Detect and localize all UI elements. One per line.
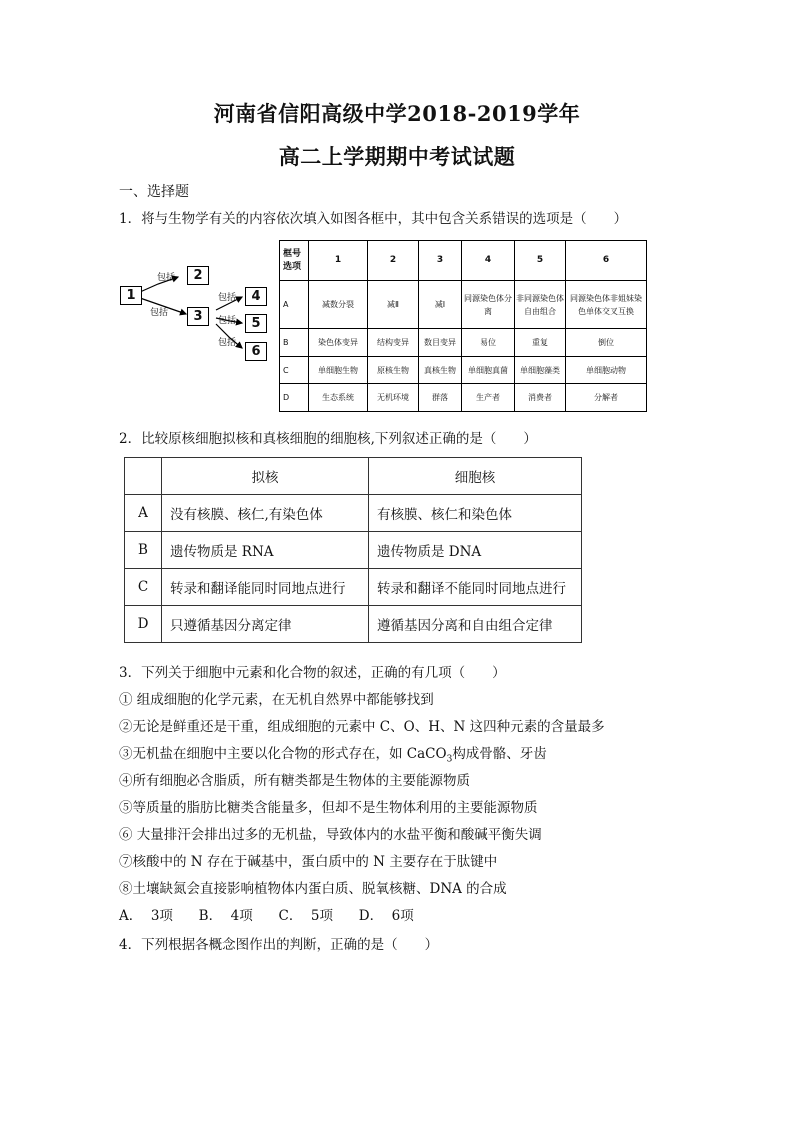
table-row bbox=[125, 569, 582, 606]
row-key: A bbox=[125, 495, 162, 532]
table-row bbox=[280, 357, 647, 384]
table-cell: 真核生物 bbox=[419, 357, 462, 384]
diagram-label: 包括 bbox=[218, 316, 237, 326]
section-heading: 一、选择题 bbox=[119, 184, 189, 200]
header-cell: 2 bbox=[368, 241, 419, 281]
page-title: 河南省信阳高级中学2018-2019学年 bbox=[213, 101, 581, 126]
diagram-box-2: 2 bbox=[187, 266, 209, 285]
table-cell: 减Ⅱ bbox=[368, 281, 419, 329]
table-cell: 单细胞生物 bbox=[309, 357, 368, 384]
table-row bbox=[280, 384, 647, 412]
diagram-label: 包括 bbox=[157, 273, 176, 283]
table-cell: 单细胞藻类 bbox=[515, 357, 566, 384]
question-1-stem: 1．将与生物学有关的内容依次填入如图各框中，其中包含关系错误的选项是（ ） bbox=[119, 211, 628, 227]
header-label-box: 框号 bbox=[283, 248, 302, 259]
table-cell: 无机环境 bbox=[368, 384, 419, 412]
table-cell: 转录和翻译不能同时同地点进行 bbox=[369, 569, 582, 606]
table-cell: 同源染色体分离 bbox=[462, 281, 515, 329]
diagram-label: 包括 bbox=[150, 308, 169, 318]
row-key: C bbox=[280, 357, 309, 384]
table-cell: 遗传物质是 DNA bbox=[369, 532, 582, 569]
header-cell bbox=[280, 241, 309, 281]
question-3-stem: 3．下列关于细胞中元素和化合物的叙述，正确的有几项（ ） bbox=[119, 665, 506, 681]
table-cell: 消费者 bbox=[515, 384, 566, 412]
row-key: C bbox=[125, 569, 162, 606]
header-cell: 6 bbox=[566, 241, 647, 281]
question-3-options: A． 3项 B． 4项 C． 5项 D． 6项 bbox=[119, 908, 414, 924]
header-cell: 5 bbox=[515, 241, 566, 281]
table-cell: 非同源染色体自由组合 bbox=[515, 281, 566, 329]
table-header-row bbox=[125, 458, 582, 495]
row-key: D bbox=[125, 606, 162, 643]
table-cell: 单细胞动物 bbox=[566, 357, 647, 384]
table-row bbox=[125, 532, 582, 569]
table-cell: 同源染色体非姐妹染色单体交叉互换 bbox=[566, 281, 647, 329]
diagram-label: 包括 bbox=[218, 293, 237, 303]
row-key: D bbox=[280, 384, 309, 412]
diagram-box-1: 1 bbox=[120, 286, 142, 305]
header-cell: 3 bbox=[419, 241, 462, 281]
table-cell: 生产者 bbox=[462, 384, 515, 412]
table-cell: 只遵循基因分离定律 bbox=[162, 606, 369, 643]
question-3-item: ④所有细胞必含脂质，所有糖类都是生物体的主要能源物质 bbox=[119, 773, 470, 789]
row-key: B bbox=[125, 532, 162, 569]
table-cell: 分解者 bbox=[566, 384, 647, 412]
table-cell: 数目变异 bbox=[419, 329, 462, 357]
table-row bbox=[280, 281, 647, 329]
question-3-item: ⑦核酸中的 N 存在于碱基中，蛋白质中的 N 主要存在于肽键中 bbox=[119, 854, 498, 870]
row-key: A bbox=[280, 281, 309, 329]
table-cell: 减Ⅰ bbox=[419, 281, 462, 329]
question-3-item: ⑧土壤缺氮会直接影响植物体内蛋白质、脱氧核糖、DNA 的合成 bbox=[119, 881, 507, 897]
diagram-box-3: 3 bbox=[187, 307, 209, 326]
table-cell: 减数分裂 bbox=[309, 281, 368, 329]
diagram-box-4: 4 bbox=[245, 287, 267, 306]
question-3-item bbox=[119, 742, 547, 765]
question-2-table bbox=[124, 457, 582, 643]
row-key: B bbox=[280, 329, 309, 357]
item-3-text-end: 构成骨骼、牙齿 bbox=[452, 746, 547, 762]
table-cell: 群落 bbox=[419, 384, 462, 412]
table-cell: 转录和翻译能同时同地点进行 bbox=[162, 569, 369, 606]
header-cell bbox=[125, 458, 162, 495]
table-cell: 原核生物 bbox=[368, 357, 419, 384]
header-cell: 4 bbox=[462, 241, 515, 281]
table-cell: 生态系统 bbox=[309, 384, 368, 412]
table-cell: 重复 bbox=[515, 329, 566, 357]
table-row bbox=[125, 606, 582, 643]
table-row bbox=[125, 495, 582, 532]
question-3-item: ②无论是鲜重还是干重，组成细胞的元素中 C、O、H、N 这四种元素的含量最多 bbox=[119, 719, 605, 735]
header-cell: 细胞核 bbox=[369, 458, 582, 495]
question-3-item: ⑤等质量的脂肪比糖类含能量多，但却不是生物体利用的主要能源物质 bbox=[119, 800, 538, 816]
table-cell: 没有核膜、核仁,有染色体 bbox=[162, 495, 369, 532]
question-1-table bbox=[279, 240, 647, 412]
header-cell: 拟核 bbox=[162, 458, 369, 495]
page-subtitle: 高二上学期期中考试试题 bbox=[278, 144, 516, 169]
diagram-label: 包括 bbox=[218, 338, 237, 348]
table-row bbox=[280, 329, 647, 357]
diagram-box-6: 6 bbox=[245, 342, 267, 361]
question-4-stem: 4．下列根据各概念图作出的判断，正确的是（ ） bbox=[119, 937, 439, 953]
header-cell: 1 bbox=[309, 241, 368, 281]
question-3-item: ① 组成细胞的化学元素，在无机自然界中都能够找到 bbox=[119, 692, 434, 708]
table-cell: 结构变异 bbox=[368, 329, 419, 357]
table-cell: 遵循基因分离和自由组合定律 bbox=[369, 606, 582, 643]
item-3-subscript: 3 bbox=[446, 754, 453, 765]
table-cell: 染色体变异 bbox=[309, 329, 368, 357]
header-label-option: 选项 bbox=[283, 261, 302, 272]
table-cell: 倒位 bbox=[566, 329, 647, 357]
question-2-stem: 2．比较原核细胞拟核和真核细胞的细胞核,下列叙述正确的是（ ） bbox=[119, 431, 537, 447]
diagram-box-5: 5 bbox=[245, 314, 267, 333]
table-cell: 易位 bbox=[462, 329, 515, 357]
table-cell: 遗传物质是 RNA bbox=[162, 532, 369, 569]
item-3-text: ③无机盐在细胞中主要以化合物的形式存在，如 CaCO bbox=[119, 746, 447, 762]
question-3-item: ⑥ 大量排汗会排出过多的无机盐，导致体内的水盐平衡和酸碱平衡失调 bbox=[119, 827, 542, 843]
table-cell: 单细胞真菌 bbox=[462, 357, 515, 384]
table-cell: 有核膜、核仁和染色体 bbox=[369, 495, 582, 532]
